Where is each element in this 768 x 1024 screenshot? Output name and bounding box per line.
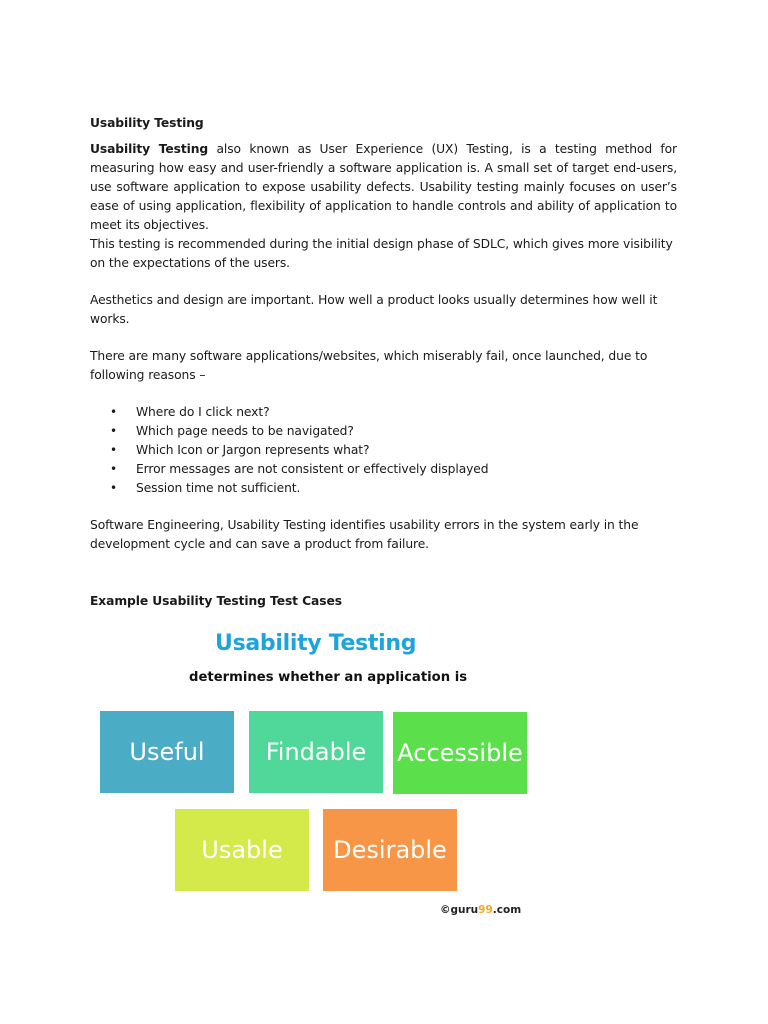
section-heading-text: Usability Testing	[90, 116, 204, 130]
credit-highlight: 99	[478, 904, 493, 916]
box-useful	[100, 711, 234, 793]
sdlc-text: This testing is recommended during the initial design phase of SDLC, which gives more visibility on the expectations of the users.	[90, 237, 673, 270]
list-item: • Error messages are not consistent or effectively displayed	[90, 460, 677, 479]
figure-subtitle: determines whether an application is	[189, 670, 468, 685]
box-findable	[249, 711, 383, 793]
box-label: Accessible	[397, 739, 523, 767]
engineering-text: Software Engineering, Usability Testing identifies usability errors in the system early in the development cycle and can save a product from failure.	[90, 518, 639, 551]
box-desirable	[323, 809, 457, 891]
intro-rest: also known as User Experience (UX) Testing, is a testing method for measuring how easy and user-friendly a software application is. A small set of target end-users, use software application to expose usability defects. Usability testing mainly focuses on user’s ease of using application, flexibility of application to handle controls and ability of application to meet its objectives.	[90, 142, 677, 232]
box-label: Useful	[129, 738, 205, 766]
list-item: • Session time not sufficient.	[90, 479, 677, 498]
intro-bold-lead: Usability Testing	[90, 142, 209, 156]
figure-credit	[440, 904, 521, 916]
credit-suffix: .com	[492, 904, 522, 916]
box-label: Desirable	[333, 836, 447, 864]
figure-title: Usability Testing	[215, 631, 417, 656]
box-label: Findable	[265, 738, 367, 766]
failure-text: There are many software applications/websites, which miserably fail, once launched, due to following reasons –	[90, 349, 648, 382]
example-heading-text: Example Usability Testing Test Cases	[90, 594, 342, 608]
list-item: • Where do I click next?	[90, 403, 677, 422]
box-label: Usable	[201, 836, 283, 864]
credit-prefix: ©guru	[440, 904, 479, 916]
box-usable	[175, 809, 309, 891]
list-item: • Which page needs to be navigated?	[90, 422, 677, 441]
list-item: • Which Icon or Jargon represents what?	[90, 441, 677, 460]
aesthetics-text: Aesthetics and design are important. How well a product looks usually determines how well it works.	[90, 293, 658, 326]
box-accessible	[393, 712, 527, 794]
